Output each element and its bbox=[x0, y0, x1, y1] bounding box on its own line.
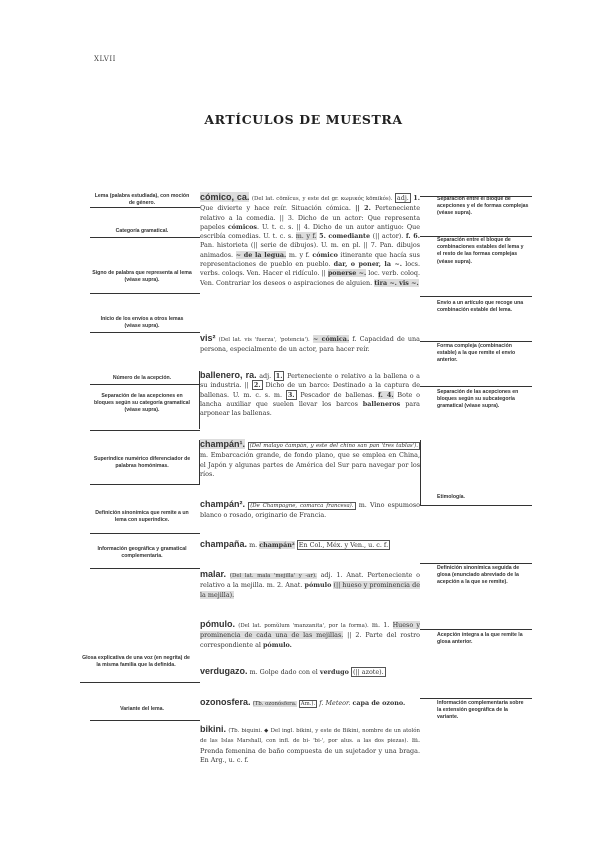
right-label: Forma compleja (combinación estable) a la que remite el envío anterior. bbox=[437, 343, 516, 364]
definition: para arponear las ballenas. bbox=[200, 399, 420, 418]
complex-form: dar, o poner, la ~. bbox=[333, 260, 402, 269]
definition: Dicho de un barco: Destinado a la captura de ballenas. U. m. c. s. m. bbox=[200, 381, 420, 399]
left-label: Categoría gramatical. bbox=[115, 228, 169, 234]
definition: loc. verb. coloq. Ven. Contrariar los deseos o aspiraciones de alguien. bbox=[200, 269, 420, 287]
family-word: balleneros bbox=[362, 399, 401, 408]
family-word: pómulo. bbox=[262, 640, 292, 649]
entry-malar bbox=[200, 570, 420, 600]
lemma: verdugazo. bbox=[200, 666, 248, 676]
category: m. bbox=[249, 541, 258, 549]
variant: (Tb. ozonósfera. bbox=[252, 701, 297, 707]
complex-form: ponerse ~. bbox=[327, 269, 367, 278]
definition: m. Vino espumoso blanco o rosado, originario de Francia. bbox=[200, 501, 420, 520]
sense-number: 3. bbox=[287, 390, 295, 399]
category-block: m. y f. bbox=[295, 232, 317, 241]
left-label: Separación de las acepciones en bloques según su categoría gramatical (véase supra). bbox=[94, 393, 190, 414]
lemma: champaña. bbox=[200, 539, 248, 549]
entry-champana bbox=[200, 540, 420, 550]
sense-number: 2. bbox=[253, 381, 261, 390]
definition: f. Capacidad de una persona, especialmente de un actor, para hacer reír. bbox=[200, 335, 420, 354]
page-number: XLVII bbox=[94, 55, 116, 63]
right-label: Información complementaria sobre la extensión geográfica de la variante. bbox=[437, 700, 524, 721]
right-label: Definición sinonímica seguida de glosa (enunciado abreviado de la acepción a la que se remite). bbox=[437, 565, 520, 586]
geographic-info: En Col., Méx. y Ven., u. c. f. bbox=[298, 541, 389, 549]
definition: Pan. historieta (|| serie de dibujos). U. m. en pl. || 7. Pan. dibujos animados. bbox=[200, 241, 420, 259]
leader-line bbox=[90, 568, 200, 569]
leader-line bbox=[420, 386, 532, 387]
leader-line bbox=[80, 682, 200, 683]
lemma: champán¹. bbox=[200, 439, 246, 449]
definition: Perteneciente o relativo a la ballena o a su industria. || bbox=[200, 372, 420, 390]
definition: Perteneciente relativo a la comedia. || 3. Dicho de un actor: Que representa papeles bbox=[200, 204, 420, 231]
geographic-info: Am.). bbox=[300, 701, 316, 707]
definition: m. 2. Anat. bbox=[266, 581, 303, 590]
leader-line bbox=[90, 237, 200, 238]
complex-form: ~ de la legua. bbox=[235, 250, 287, 259]
right-label: Separación de las acepciones en bloques según su subcategoría gramatical (véase supra). bbox=[437, 389, 519, 410]
bracket-line bbox=[199, 440, 200, 484]
definition: adj. 1. Anat. Perteneciente o relativo a la mejilla. bbox=[200, 571, 420, 590]
definition: m. Golpe dado con el bbox=[249, 668, 318, 676]
leader-line bbox=[420, 196, 532, 197]
synonym-reference: pómulo bbox=[304, 581, 332, 590]
bracket-line bbox=[199, 371, 200, 429]
entry-pomulo bbox=[200, 620, 420, 650]
left-label: Variante del lema. bbox=[120, 706, 164, 712]
definition: itinerante que hacía sus representaciones de pueblo en pueblo. bbox=[200, 250, 420, 269]
left-label: Glosa explicativa de una voz (en negrita) de la misma familia que la definida. bbox=[82, 655, 190, 669]
entry-ozonosfera bbox=[200, 698, 420, 709]
entry-comico bbox=[200, 193, 420, 288]
definition: Hueso y prominencia de cada una de las mejillas. bbox=[200, 621, 420, 640]
right-label: Envío a un artículo que recoge una combinación estable del lema. bbox=[437, 300, 524, 314]
sense-number: 1. bbox=[413, 194, 420, 202]
category: adj. bbox=[259, 372, 272, 380]
etymology: (Del lat. mala 'mejilla' y -ar). bbox=[229, 573, 317, 579]
synonym-reference: champán² bbox=[259, 541, 295, 549]
leader-line bbox=[90, 430, 200, 431]
gloss: (|| actor). bbox=[372, 232, 404, 241]
leader-line bbox=[90, 293, 200, 294]
right-label: Separación entre el bloque de combinaciones estables del lema y el resto de las formas complejas (véase supra). bbox=[437, 237, 524, 265]
definition: locs. verbs. coloqs. Ven. Hacer el ridículo. || bbox=[200, 260, 420, 278]
leader-line bbox=[90, 332, 200, 333]
right-label: Etimología. bbox=[437, 494, 465, 500]
gloss: (|| hueso y prominencia de la mejilla). bbox=[200, 581, 420, 599]
sense-number: 1. bbox=[275, 372, 283, 380]
etymology: (Del lat. pomŭlum 'manzanita', por la forma). bbox=[238, 623, 369, 629]
left-label: Superíndice numérico diferenciador de palabras homónimas. bbox=[93, 456, 191, 470]
left-label: Definición sinonímica que remite a un lema con superíndice. bbox=[95, 510, 189, 524]
lemma: vis² bbox=[200, 333, 216, 343]
lemma: ozonosfera. bbox=[200, 697, 251, 707]
family-word: cómicos bbox=[227, 222, 258, 231]
category: f. Meteor. bbox=[319, 699, 351, 707]
leader-line bbox=[90, 484, 200, 485]
left-label: Inicio de los envíos a otros lemas (véase supra). bbox=[100, 316, 184, 330]
definition: || 2. Parte del rostro correspondiente al bbox=[200, 631, 420, 649]
definition: m. Embarcación grande, de fondo plano, que se emplea en China, el Japón y algunas partes de América del Sur para navegar por los ríos. bbox=[200, 451, 420, 478]
synonym: comediante bbox=[328, 232, 371, 241]
etymology: (Del lat. cōmĭcus, y este del gr. κωμικός kōmikós). bbox=[251, 196, 393, 202]
leader-line bbox=[420, 629, 532, 630]
sense-number: f. 6. bbox=[405, 232, 420, 241]
definition: m. Prenda femenina de baño compuesta de un sujetador y una braga. En Arg., u. c. f. bbox=[200, 736, 420, 764]
complex-form: ~ cómica. bbox=[312, 335, 350, 343]
right-label: Acepción íntegra a la que remite la glosa anterior. bbox=[437, 632, 523, 646]
etymology: (Tb. biquini. ◆ Del ingl. bikini, y este de Bikini, nombre de un atolón de las Islas Marshall, con infl. de bi- 'bi-', por alus. a las dos piezas). bbox=[200, 728, 420, 745]
sense-number: 5. bbox=[319, 232, 326, 241]
left-label: Lema (palabra estudiada), con moción de género. bbox=[94, 193, 190, 207]
left-label: Información geográfica y gramatical complementaria. bbox=[97, 546, 187, 560]
leader-line bbox=[420, 341, 532, 342]
bracket-line bbox=[420, 440, 421, 505]
lemma: ballenero, ra. bbox=[200, 370, 257, 380]
leader-line bbox=[90, 207, 200, 208]
entry-ballenero bbox=[200, 371, 420, 418]
page-title: ARTÍCULOS DE MUESTRA bbox=[204, 112, 403, 127]
definition: Bote o lancha auxiliar que suelen llevar los barcos bbox=[200, 390, 420, 408]
leader-line bbox=[420, 505, 532, 506]
family-word: cómico bbox=[312, 250, 338, 259]
leader-line bbox=[420, 563, 532, 564]
entry-bikini bbox=[200, 725, 420, 765]
leader-line bbox=[420, 236, 532, 237]
lemma: champán². bbox=[200, 499, 246, 509]
definition: Pescador de ballenas. bbox=[300, 390, 375, 399]
lemma: malar. bbox=[200, 569, 227, 579]
entry-champan-2 bbox=[200, 500, 420, 521]
etymology: (Del malayo čampán, y este del chino san pan 'tres tablas'). bbox=[249, 443, 418, 449]
cross-reference: capa de ozono. bbox=[352, 699, 406, 707]
definition: m. y f. bbox=[288, 250, 310, 259]
sense-number: f. 4. bbox=[378, 390, 394, 399]
right-label: Separación entre el bloque de acepciones y el de formas complejas (véase supra). bbox=[437, 196, 529, 217]
leader-line bbox=[420, 296, 532, 297]
entry-champan-1 bbox=[200, 440, 420, 479]
definition: Que divierte y hace reír. Situación cómica. bbox=[200, 204, 351, 213]
sense-number: || 2. bbox=[355, 204, 371, 213]
category: adj. bbox=[396, 194, 409, 202]
leader-line bbox=[90, 384, 200, 385]
lemma: pómulo. bbox=[200, 619, 235, 629]
etymology: (De Champagne, comarca francesa). bbox=[250, 503, 354, 509]
leader-line bbox=[90, 533, 200, 534]
gloss: (|| azote). bbox=[352, 668, 384, 676]
entry-verdugazo bbox=[200, 667, 420, 677]
left-label: Número de la acepción. bbox=[112, 375, 172, 381]
cross-reference: tira ~. vis ~. bbox=[374, 278, 419, 287]
leader-line bbox=[90, 720, 200, 721]
category: m. 1. bbox=[371, 621, 390, 629]
lemma: bikini. bbox=[200, 724, 227, 734]
etymology: (Del lat. vis 'fuerza', 'potencia'). bbox=[218, 337, 310, 343]
definition: . U. t. c. s. || 4. Dicho de un autor antiguo: Que escribía comedias. U. t. c. s. bbox=[200, 222, 420, 241]
family-word: verdugo bbox=[319, 668, 349, 676]
lemma: cómico, ca. bbox=[200, 192, 250, 202]
leader-line bbox=[420, 698, 532, 699]
left-label: Signo de palabra que representa al lema (véase supra). bbox=[92, 270, 192, 284]
entry-vis bbox=[200, 334, 420, 355]
